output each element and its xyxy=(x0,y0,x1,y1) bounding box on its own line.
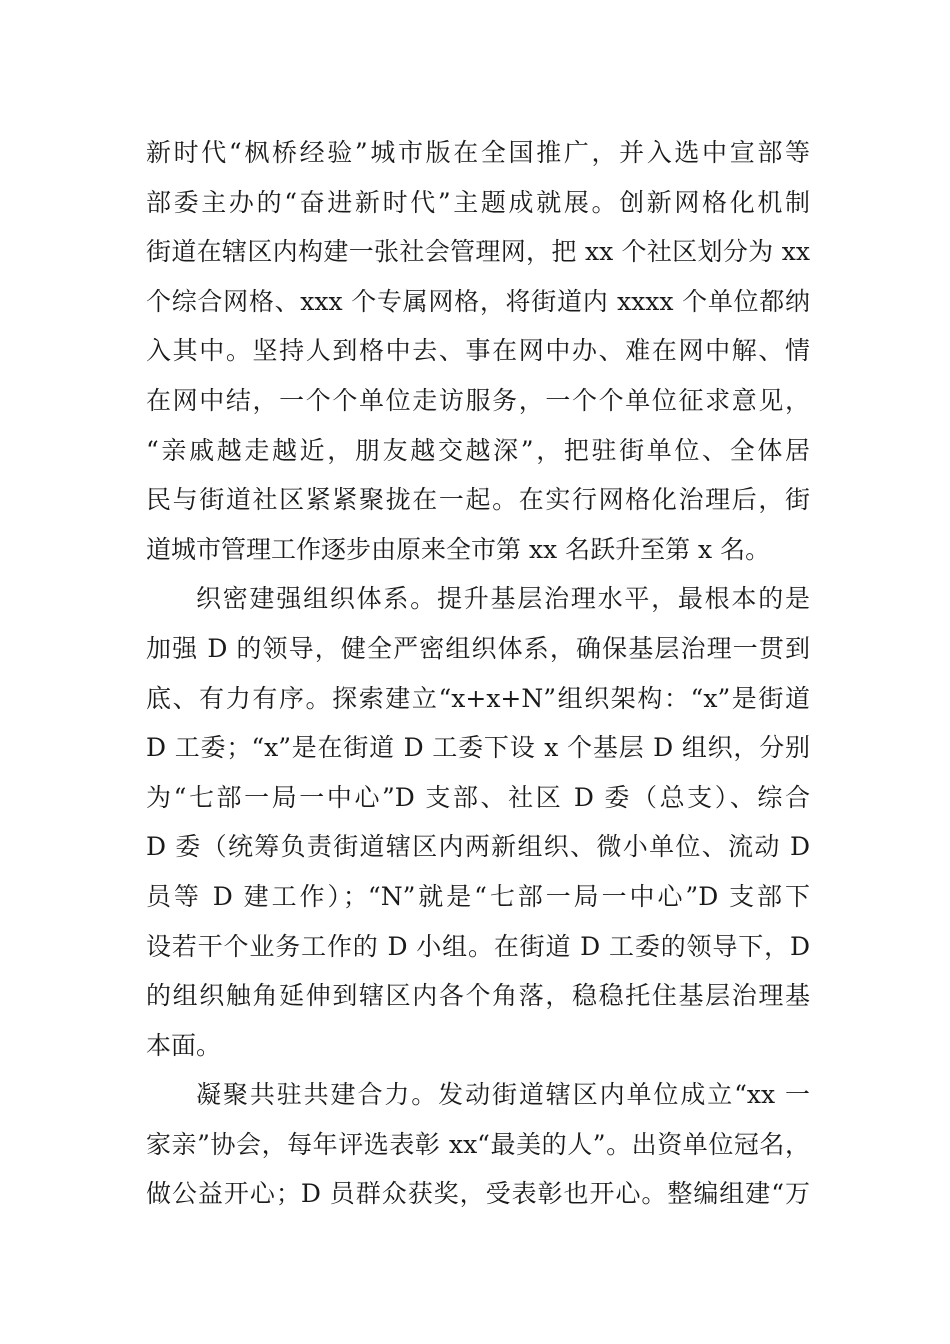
text-line: 个综合网格、xxx 个专属网格，将街道内 xxxx 个单位都纳 xyxy=(146,286,810,316)
text-line: 家亲”协会，每年评选表彰 xx“最美的人”。出资单位冠名， xyxy=(146,1129,810,1159)
text-line: 凝聚共驻共建合力。发动街道辖区内单位成立“xx 一 xyxy=(196,1080,810,1110)
text-line: 设若干个业务工作的 D 小组。在街道 D 工委的领导下，D xyxy=(146,931,810,961)
paragraph-3 xyxy=(146,1070,810,1219)
text-line: 道城市管理工作逐步由原来全市第 xx 名跃升至第 x 名。 xyxy=(146,534,771,564)
text-line: 员等 D 建工作）；“N”就是“七部一局一中心”D 支部下 xyxy=(146,881,810,911)
text-line: “亲戚越走越近，朋友越交越深”，把驻街单位、全体居 xyxy=(146,435,810,465)
text-line: 织密建强组织体系。提升基层治理水平，最根本的是 xyxy=(196,584,810,614)
text-line: 做公益开心；D 员群众获奖，受表彰也开心。整编组建“万 xyxy=(146,1179,810,1209)
text-line: 底、有力有序。探索建立“x+x+N”组织架构：“x”是街道 xyxy=(146,683,810,713)
text-line: 在网中结，一个个单位走访服务，一个个单位征求意见， xyxy=(146,385,810,415)
text-line: 为“七部一局一中心”D 支部、社区 D 委（总支）、综合 xyxy=(146,782,810,812)
text-line: 部委主办的“奋进新时代”主题成就展。创新网格化机制 xyxy=(146,187,810,217)
paragraph-2 xyxy=(146,574,810,1070)
text-line: 民与街道社区紧紧聚拢在一起。在实行网格化治理后，街 xyxy=(146,485,810,515)
text-line: 的组织触角延伸到辖区内各个角落，稳稳托住基层治理基 xyxy=(146,981,810,1011)
text-line: 入其中。坚持人到格中去、事在网中办、难在网中解、情 xyxy=(146,336,810,366)
text-line: D 委（统筹负责街道辖区内两新组织、微小单位、流动 D xyxy=(146,832,810,862)
document-body xyxy=(146,128,810,1219)
paragraph-1 xyxy=(146,128,810,574)
text-line: D 工委；“x”是在街道 D 工委下设 x 个基层 D 组织，分别 xyxy=(146,733,810,763)
text-line: 本面。 xyxy=(146,1030,222,1060)
text-line: 加强 D 的领导，健全严密组织体系，确保基层治理一贯到 xyxy=(146,633,810,663)
text-line: 新时代“枫桥经验”城市版在全国推广，并入选中宣部等 xyxy=(146,138,810,167)
text-line: 街道在辖区内构建一张社会管理网，把 xx 个社区划分为 xx xyxy=(146,237,810,267)
